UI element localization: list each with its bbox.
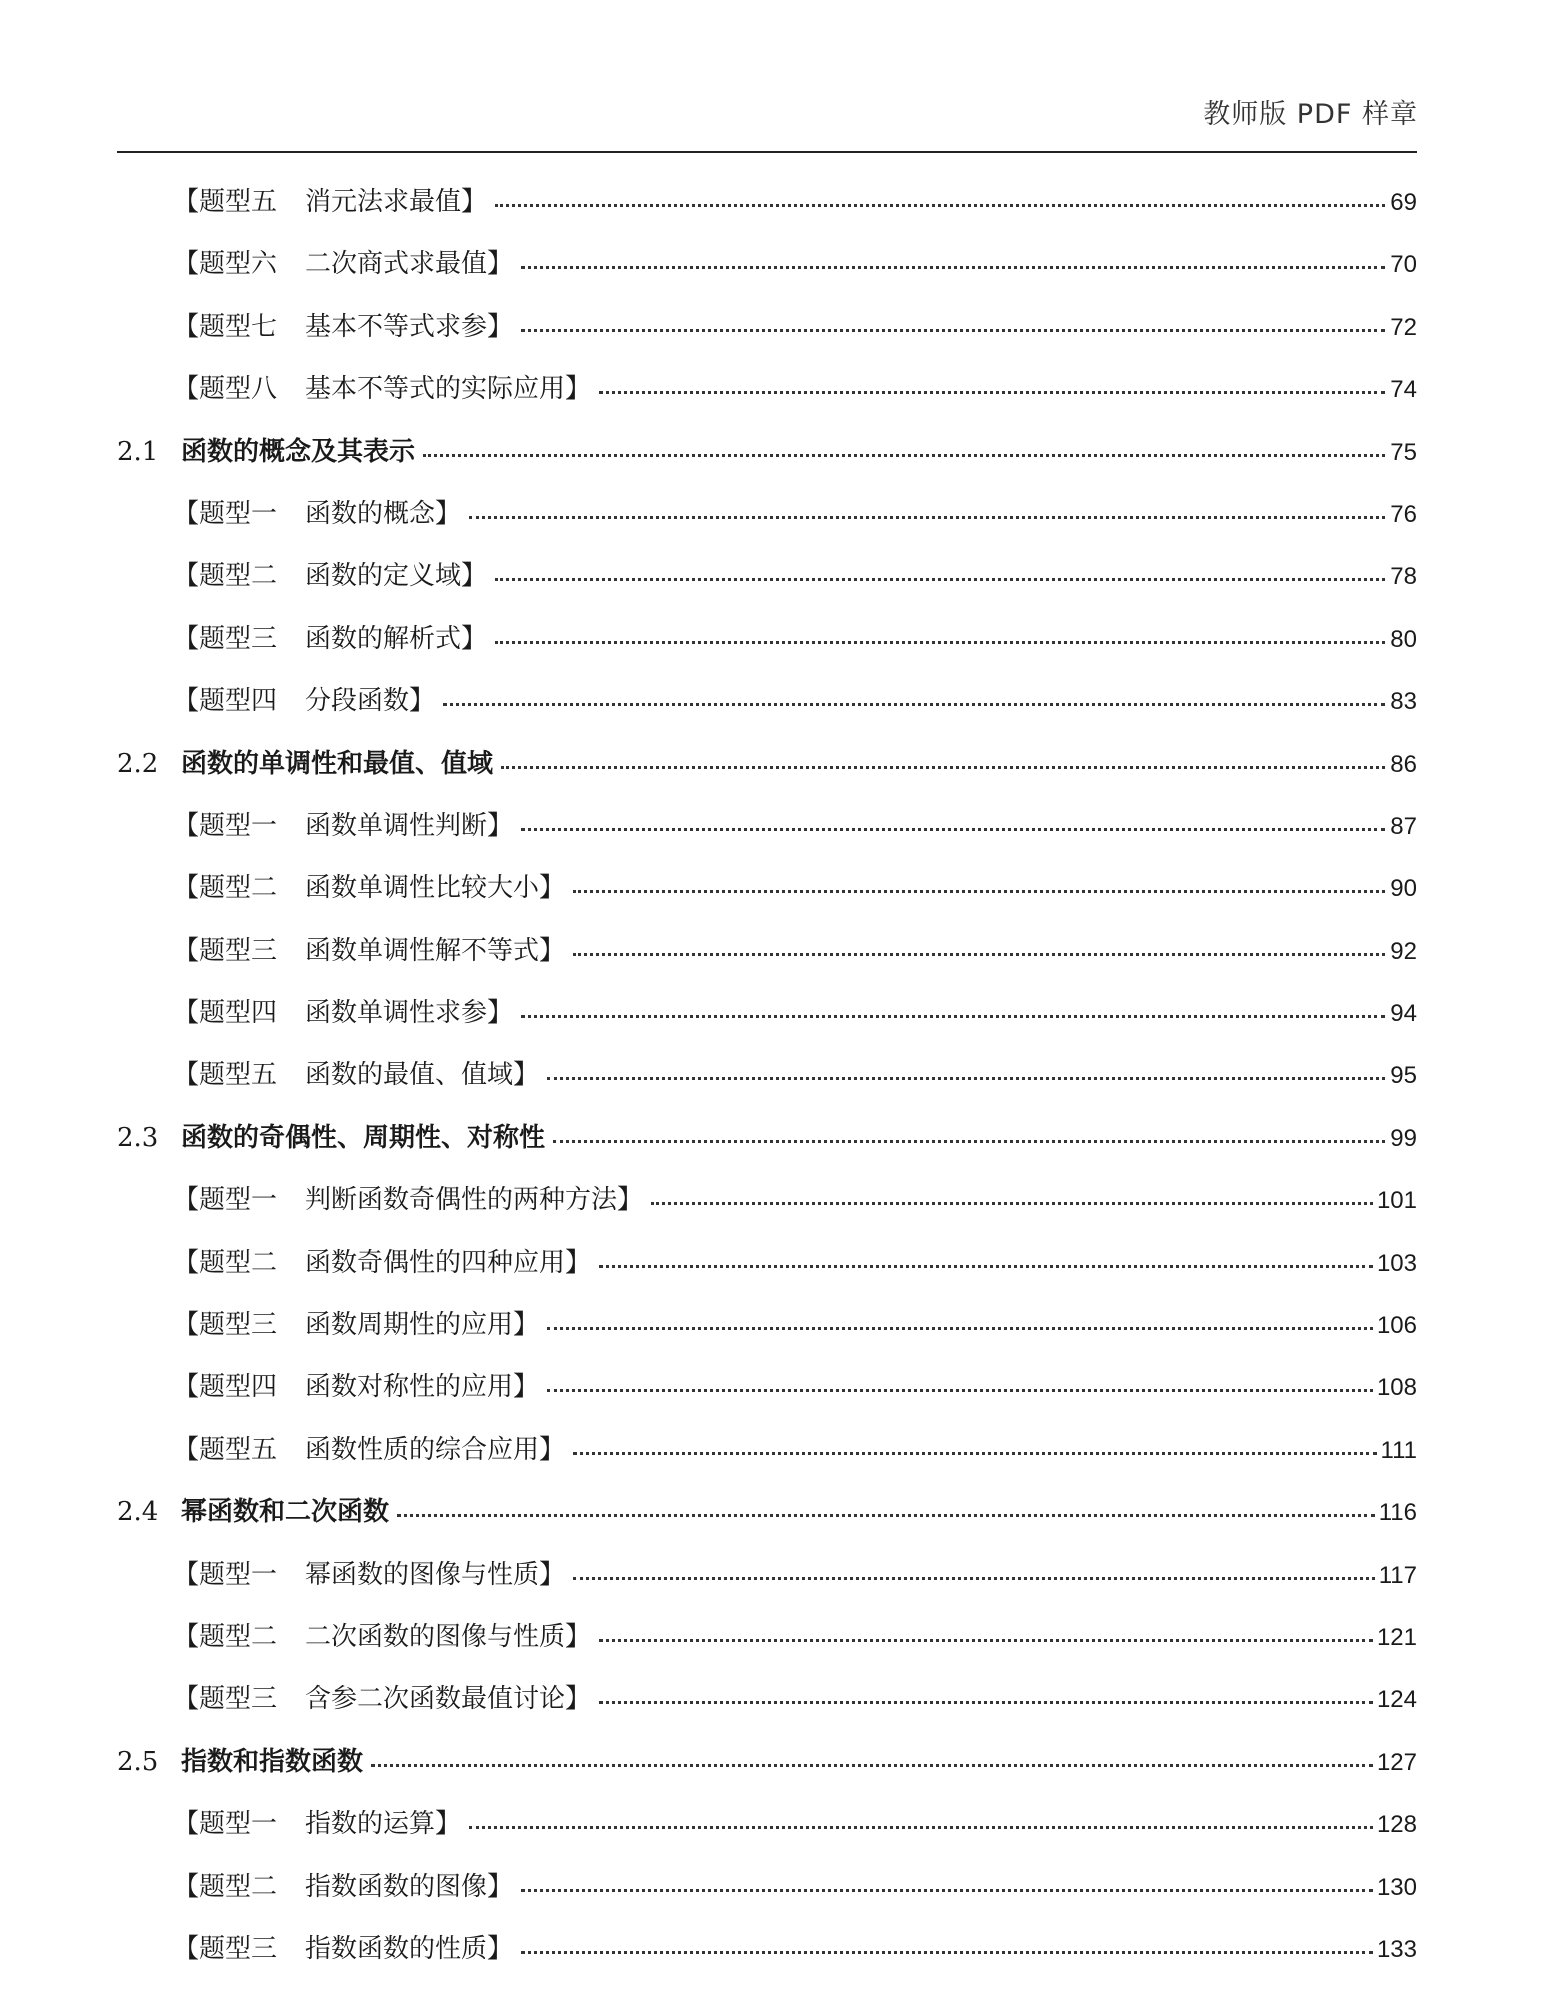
toc-subentry[interactable] xyxy=(117,306,1417,368)
close-bracket: 】 xyxy=(565,1684,592,1715)
page-number: 75 xyxy=(1390,438,1417,466)
question-type-label: 题型一 xyxy=(199,810,278,841)
close-bracket: 】 xyxy=(487,311,514,342)
toc-subentry[interactable] xyxy=(117,243,1417,305)
toc-subentry[interactable] xyxy=(117,555,1417,617)
subentry-title: 幂函数的图像与性质 xyxy=(305,1559,540,1590)
close-bracket: 】 xyxy=(461,623,488,654)
subentry-title: 函数的定义域 xyxy=(305,561,462,592)
toc-section-entry[interactable] xyxy=(117,743,1417,805)
dot-leader xyxy=(599,391,1385,394)
dot-leader xyxy=(599,1639,1373,1642)
toc-subentry[interactable] xyxy=(117,368,1417,430)
toc-subentry[interactable] xyxy=(117,930,1417,992)
toc-subentry[interactable] xyxy=(117,1366,1417,1428)
question-type-label: 题型七 xyxy=(199,311,278,342)
subentry-title: 函数单调性解不等式 xyxy=(305,935,540,966)
section-title: 函数的奇偶性、周期性、对称性 xyxy=(181,1122,546,1153)
page-number: 99 xyxy=(1390,1124,1417,1152)
close-bracket: 】 xyxy=(565,1621,592,1652)
open-bracket: 【 xyxy=(173,1559,200,1590)
page-number: 130 xyxy=(1376,1873,1417,1901)
question-type-label: 题型八 xyxy=(199,374,278,405)
dot-leader xyxy=(573,1577,1375,1580)
toc-subentry[interactable] xyxy=(117,992,1417,1054)
question-type-label: 题型三 xyxy=(199,623,278,654)
dot-leader xyxy=(547,1389,1373,1392)
section-title: 函数的概念及其表示 xyxy=(181,436,416,467)
page-number: 103 xyxy=(1376,1249,1417,1277)
toc-subentry[interactable] xyxy=(117,618,1417,680)
open-bracket: 【 xyxy=(173,935,200,966)
question-type-label: 题型二 xyxy=(199,1871,278,1902)
toc-section-entry[interactable] xyxy=(117,1117,1417,1179)
close-bracket: 】 xyxy=(487,1933,514,1964)
question-type-label: 题型二 xyxy=(199,1621,278,1652)
question-type-label: 题型一 xyxy=(199,1559,278,1590)
page-number: 101 xyxy=(1376,1187,1417,1215)
toc-subentry[interactable] xyxy=(117,1554,1417,1616)
open-bracket: 【 xyxy=(173,1809,200,1840)
dot-leader xyxy=(521,1015,1385,1018)
section-title: 指数和指数函数 xyxy=(181,1746,364,1777)
dot-leader xyxy=(547,1077,1385,1080)
header-divider xyxy=(117,151,1417,153)
page-number: 86 xyxy=(1390,750,1417,778)
page-number: 74 xyxy=(1390,376,1417,404)
close-bracket: 】 xyxy=(487,249,514,280)
page-number: 87 xyxy=(1390,812,1417,840)
dot-leader xyxy=(521,1951,1373,1954)
dot-leader xyxy=(495,641,1385,644)
toc-subentry[interactable] xyxy=(117,805,1417,867)
dot-leader xyxy=(469,516,1385,519)
open-bracket: 【 xyxy=(173,873,200,904)
question-type-label: 题型五 xyxy=(199,1434,278,1465)
section-number: 2.5 xyxy=(117,1746,159,1777)
close-bracket: 】 xyxy=(539,1559,566,1590)
close-bracket: 】 xyxy=(487,1871,514,1902)
close-bracket: 】 xyxy=(461,561,488,592)
open-bracket: 【 xyxy=(173,1310,200,1341)
toc-subentry[interactable] xyxy=(117,493,1417,555)
question-type-label: 题型一 xyxy=(199,498,278,529)
dot-leader xyxy=(443,703,1385,706)
subentry-title: 函数单调性比较大小 xyxy=(305,873,540,904)
page-number: 117 xyxy=(1378,1561,1417,1589)
page-number: 94 xyxy=(1390,1000,1417,1028)
subentry-title: 函数单调性判断 xyxy=(305,810,488,841)
open-bracket: 【 xyxy=(173,623,200,654)
close-bracket: 】 xyxy=(539,935,566,966)
toc-subentry[interactable] xyxy=(117,1803,1417,1865)
open-bracket: 【 xyxy=(173,311,200,342)
subentry-title: 函数对称性的应用 xyxy=(305,1372,514,1403)
toc-subentry[interactable] xyxy=(117,680,1417,742)
close-bracket: 】 xyxy=(513,1372,540,1403)
section-number: 2.3 xyxy=(117,1122,159,1153)
open-bracket: 【 xyxy=(173,1247,200,1278)
subentry-title: 指数函数的性质 xyxy=(305,1933,488,1964)
dot-leader xyxy=(521,828,1385,831)
open-bracket: 【 xyxy=(173,1933,200,1964)
subentry-title: 判断函数奇偶性的两种方法 xyxy=(305,1185,618,1216)
open-bracket: 【 xyxy=(173,561,200,592)
open-bracket: 【 xyxy=(173,998,200,1029)
question-type-label: 题型四 xyxy=(199,686,278,717)
open-bracket: 【 xyxy=(173,187,200,217)
dot-leader xyxy=(521,266,1385,269)
page-number: 121 xyxy=(1376,1623,1417,1651)
toc-subentry[interactable] xyxy=(117,1179,1417,1241)
dot-leader xyxy=(521,329,1385,332)
open-bracket: 【 xyxy=(173,249,200,280)
dot-leader xyxy=(501,766,1385,769)
toc-subentry[interactable] xyxy=(117,181,1417,243)
subentry-title: 指数函数的图像 xyxy=(305,1871,488,1902)
page-number: 92 xyxy=(1390,937,1417,965)
open-bracket: 【 xyxy=(173,1185,200,1216)
close-bracket: 】 xyxy=(513,1310,540,1341)
close-bracket: 】 xyxy=(487,810,514,841)
page-number: 124 xyxy=(1376,1686,1417,1714)
dot-leader xyxy=(397,1514,1375,1517)
close-bracket: 】 xyxy=(409,686,436,717)
page-number: 83 xyxy=(1390,688,1417,716)
subentry-title: 函数的概念 xyxy=(305,498,436,529)
subentry-title: 分段函数 xyxy=(305,686,410,717)
toc-subentry[interactable] xyxy=(117,867,1417,929)
open-bracket: 【 xyxy=(173,498,200,529)
subentry-title: 二次函数的图像与性质 xyxy=(305,1621,566,1652)
question-type-label: 题型三 xyxy=(199,1684,278,1715)
toc-subentry[interactable] xyxy=(117,1928,1417,1990)
open-bracket: 【 xyxy=(173,810,200,841)
close-bracket: 】 xyxy=(539,1434,566,1465)
question-type-label: 题型四 xyxy=(199,1372,278,1403)
section-number: 2.4 xyxy=(117,1497,159,1528)
page-number: 90 xyxy=(1390,875,1417,903)
close-bracket: 】 xyxy=(461,187,488,217)
page-number: 108 xyxy=(1376,1374,1417,1402)
dot-leader xyxy=(573,890,1385,893)
question-type-label: 题型六 xyxy=(199,249,278,280)
subentry-title: 消元法求最值 xyxy=(305,187,462,217)
question-type-label: 题型三 xyxy=(199,1933,278,1964)
close-bracket: 】 xyxy=(565,374,592,405)
dot-leader xyxy=(495,204,1385,207)
open-bracket: 【 xyxy=(173,1621,200,1652)
dot-leader xyxy=(599,1701,1373,1704)
page-number: 106 xyxy=(1376,1312,1417,1340)
dot-leader xyxy=(469,1826,1373,1829)
page-number: 76 xyxy=(1390,500,1417,528)
open-bracket: 【 xyxy=(173,1434,200,1465)
dot-leader xyxy=(423,454,1385,457)
open-bracket: 【 xyxy=(173,374,200,405)
subentry-title: 基本不等式的实际应用 xyxy=(305,374,566,405)
question-type-label: 题型二 xyxy=(199,873,278,904)
subentry-title: 函数的最值、值域 xyxy=(305,1060,514,1091)
open-bracket: 【 xyxy=(173,1684,200,1715)
dot-leader xyxy=(553,1140,1385,1143)
table-of-contents xyxy=(117,181,1417,1990)
dot-leader xyxy=(547,1327,1373,1330)
question-type-label: 题型五 xyxy=(199,1060,278,1091)
close-bracket: 】 xyxy=(565,1247,592,1278)
subentry-title: 函数的解析式 xyxy=(305,623,462,654)
dot-leader xyxy=(495,578,1385,581)
question-type-label: 题型三 xyxy=(199,1310,278,1341)
dot-leader xyxy=(573,1452,1376,1455)
close-bracket: 】 xyxy=(435,1809,462,1840)
subentry-title: 函数周期性的应用 xyxy=(305,1310,514,1341)
toc-subentry[interactable] xyxy=(117,1242,1417,1304)
open-bracket: 【 xyxy=(173,1871,200,1902)
page-number: 128 xyxy=(1376,1811,1417,1839)
subentry-title: 含参二次函数最值讨论 xyxy=(305,1684,566,1715)
toc-subentry[interactable] xyxy=(117,1616,1417,1678)
subentry-title: 函数性质的综合应用 xyxy=(305,1434,540,1465)
question-type-label: 题型一 xyxy=(199,1809,278,1840)
page-number: 70 xyxy=(1390,251,1417,279)
close-bracket: 】 xyxy=(513,1060,540,1091)
subentry-title: 指数的运算 xyxy=(305,1809,436,1840)
section-number: 2.1 xyxy=(117,436,159,467)
page-number: 133 xyxy=(1376,1935,1417,1963)
page-number: 127 xyxy=(1376,1748,1417,1776)
open-bracket: 【 xyxy=(173,1372,200,1403)
toc-section-entry[interactable] xyxy=(117,431,1417,493)
toc-section-entry[interactable] xyxy=(117,1491,1417,1553)
dot-leader xyxy=(521,1889,1373,1892)
dot-leader xyxy=(573,953,1385,956)
subentry-title: 函数单调性求参 xyxy=(305,998,488,1029)
toc-subentry[interactable] xyxy=(117,1678,1417,1740)
page-number: 72 xyxy=(1390,313,1417,341)
close-bracket: 】 xyxy=(617,1185,644,1216)
section-title: 幂函数和二次函数 xyxy=(181,1497,390,1528)
toc-subentry[interactable] xyxy=(117,1866,1417,1928)
section-number: 2.2 xyxy=(117,748,159,779)
page-number: 116 xyxy=(1378,1499,1417,1527)
toc-section-entry[interactable] xyxy=(117,1741,1417,1803)
toc-subentry[interactable] xyxy=(117,1429,1417,1491)
page-number: 80 xyxy=(1390,625,1417,653)
subentry-title: 二次商式求最值 xyxy=(305,249,488,280)
subentry-title: 基本不等式求参 xyxy=(305,311,488,342)
section-title: 函数的单调性和最值、值域 xyxy=(181,748,494,779)
page-header-title: 教师版 PDF 样章 xyxy=(1203,99,1418,130)
close-bracket: 】 xyxy=(487,998,514,1029)
page-number: 95 xyxy=(1390,1062,1417,1090)
dot-leader xyxy=(651,1202,1373,1205)
subentry-title: 函数奇偶性的四种应用 xyxy=(305,1247,566,1278)
dot-leader xyxy=(599,1265,1373,1268)
toc-subentry[interactable] xyxy=(117,1054,1417,1116)
page-number: 111 xyxy=(1380,1436,1417,1464)
question-type-label: 题型五 xyxy=(199,187,278,217)
page-number: 78 xyxy=(1390,563,1417,591)
close-bracket: 】 xyxy=(539,873,566,904)
dot-leader xyxy=(371,1764,1373,1767)
question-type-label: 题型二 xyxy=(199,1247,278,1278)
question-type-label: 题型二 xyxy=(199,561,278,592)
page-number: 69 xyxy=(1390,189,1417,216)
question-type-label: 题型三 xyxy=(199,935,278,966)
close-bracket: 】 xyxy=(435,498,462,529)
open-bracket: 【 xyxy=(173,686,200,717)
toc-subentry[interactable] xyxy=(117,1304,1417,1366)
question-type-label: 题型一 xyxy=(199,1185,278,1216)
open-bracket: 【 xyxy=(173,1060,200,1091)
question-type-label: 题型四 xyxy=(199,998,278,1029)
